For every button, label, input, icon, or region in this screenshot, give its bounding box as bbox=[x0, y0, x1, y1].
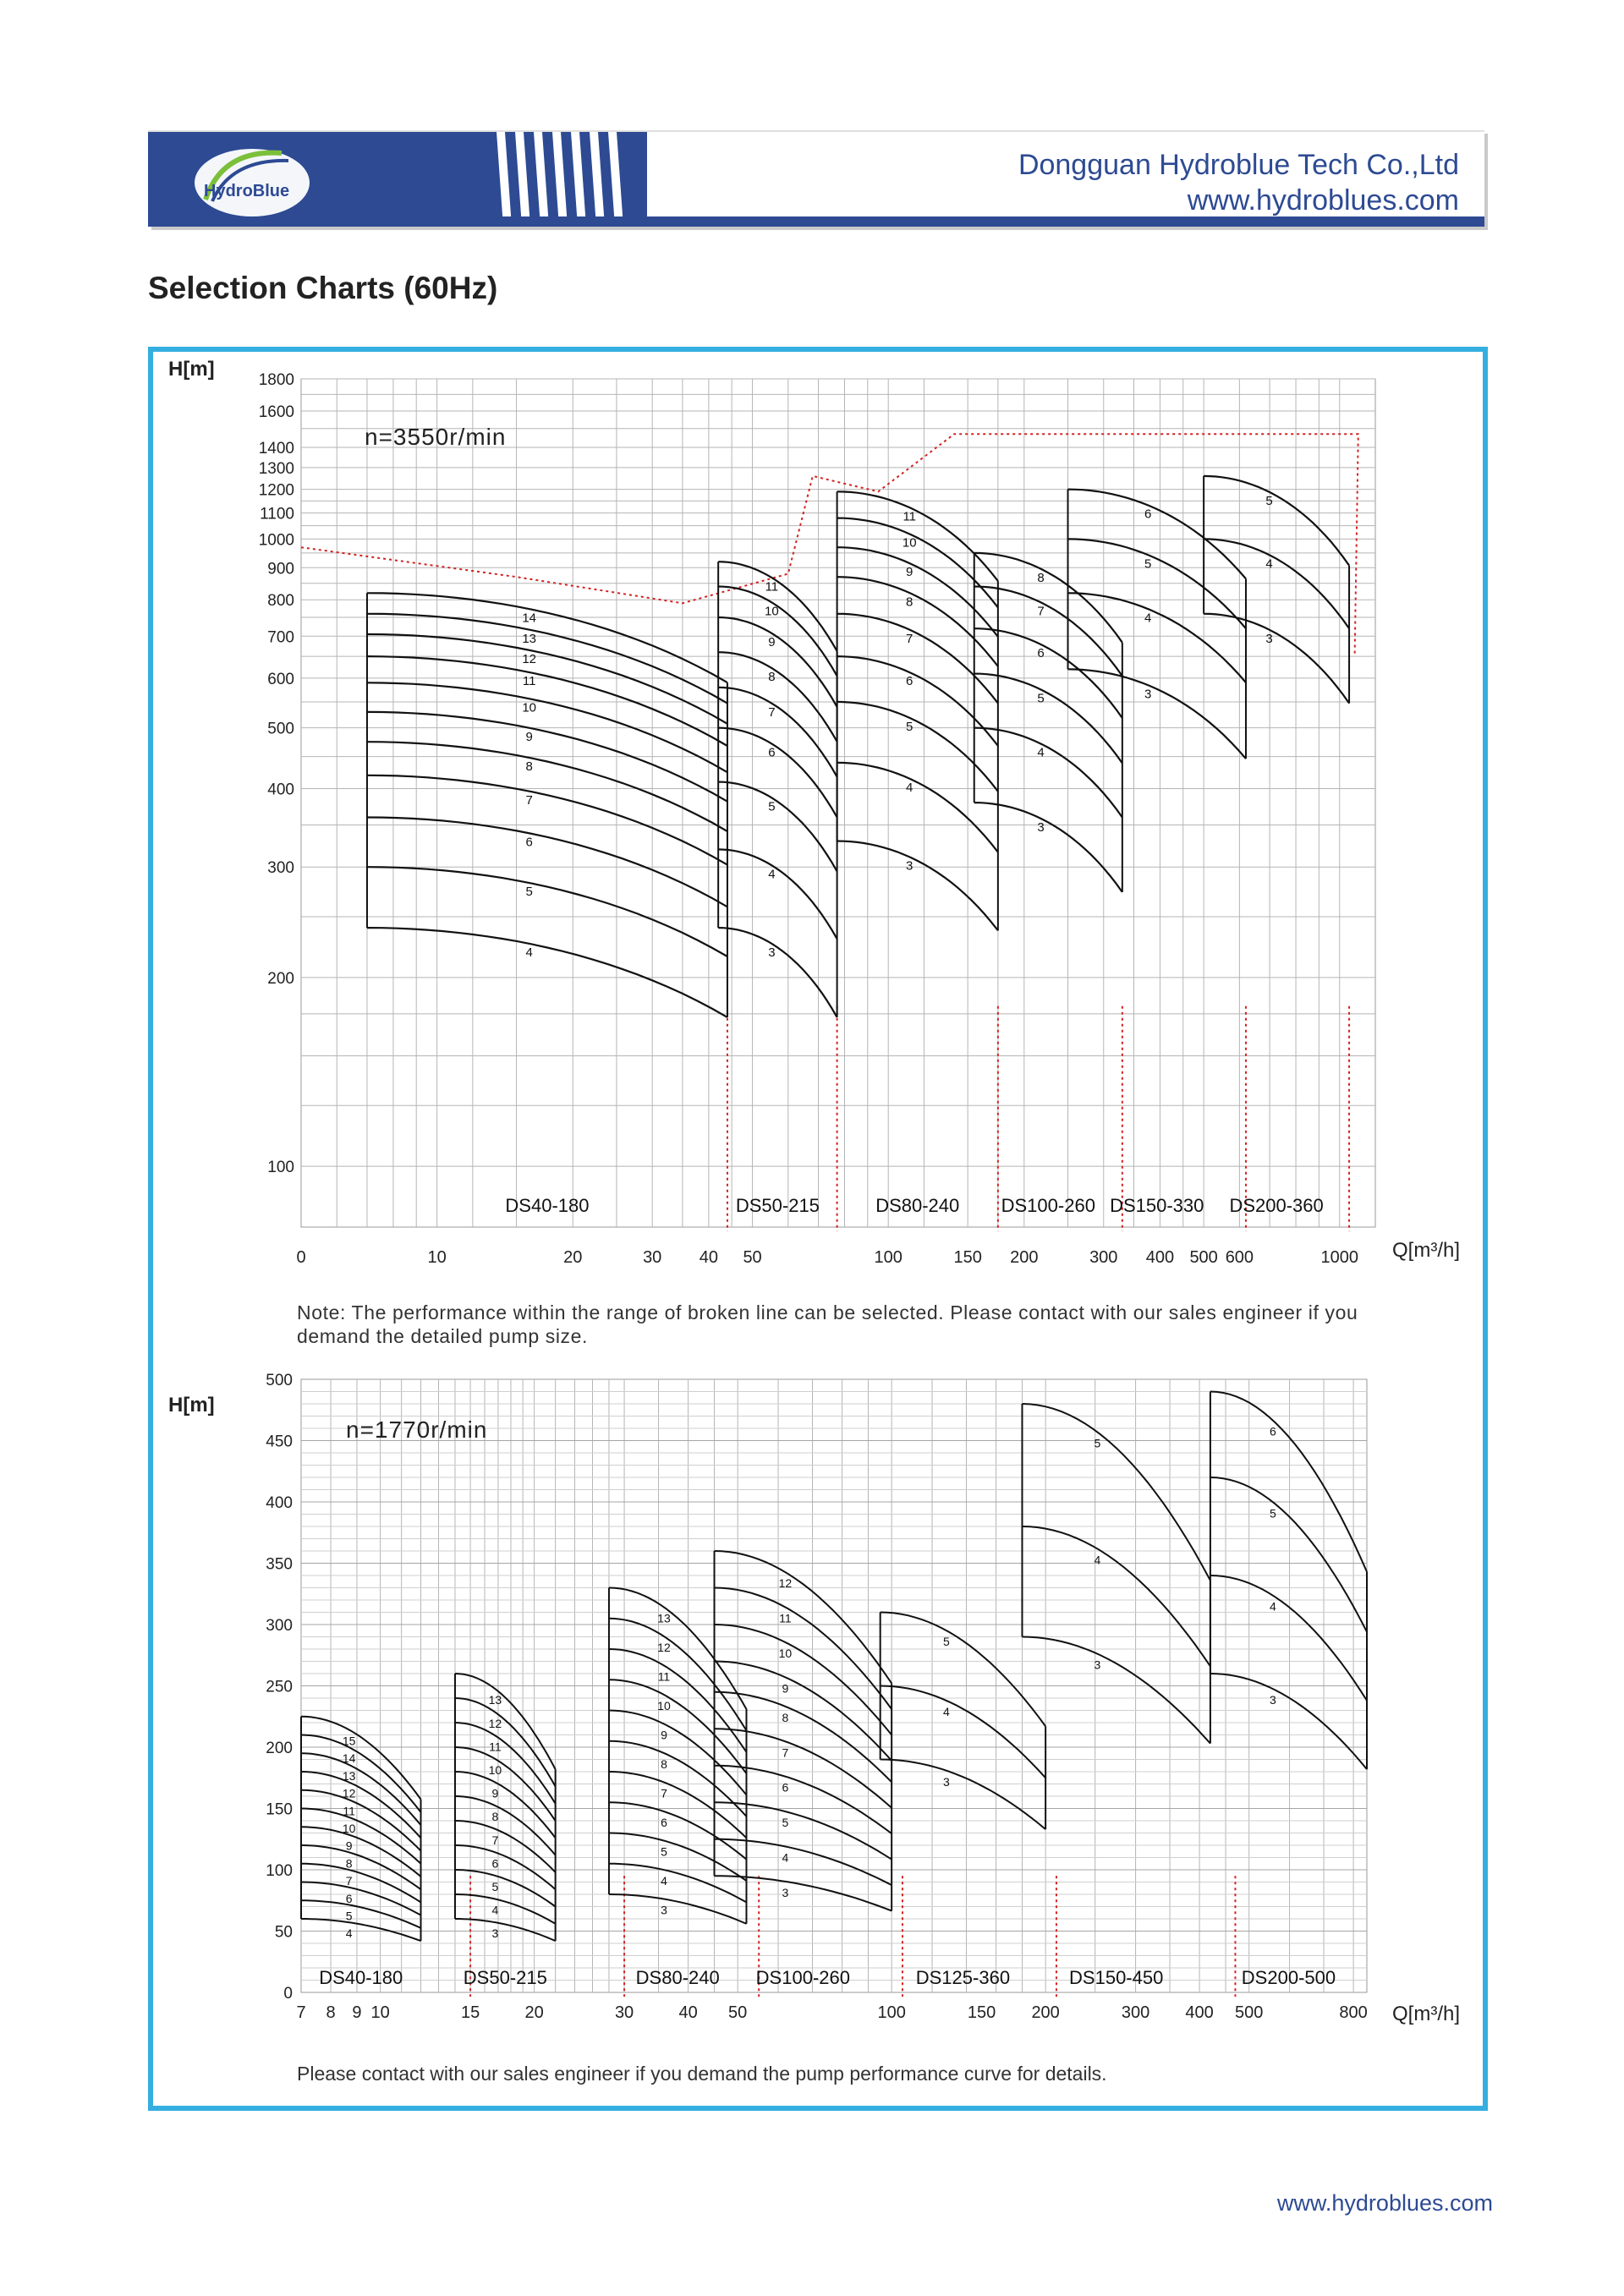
x-tick-label: 1000 bbox=[1320, 1248, 1359, 1267]
pump-family-DS150-450 bbox=[1022, 1404, 1210, 1744]
stage-label: 4 bbox=[1144, 611, 1152, 626]
y-tick-label: 200 bbox=[267, 969, 294, 988]
x-tick-label: 150 bbox=[953, 1248, 982, 1267]
stage-label: 11 bbox=[343, 1804, 355, 1818]
curve-stage-11 bbox=[715, 1588, 892, 1710]
stage-label: 4 bbox=[525, 945, 533, 961]
model-label-DS150-450: DS150-450 bbox=[1069, 1967, 1164, 1988]
axes bbox=[266, 1372, 1367, 2022]
x-tick-label: 300 bbox=[1089, 1248, 1118, 1267]
curve-stage-3 bbox=[718, 928, 837, 1017]
y-tick-label: 0 bbox=[283, 1985, 293, 2003]
chart-3550rpm bbox=[153, 352, 1483, 1367]
stage-label: 6 bbox=[661, 1816, 667, 1830]
y-tick-label: 600 bbox=[267, 670, 294, 688]
stage-label: 4 bbox=[1270, 1599, 1276, 1614]
y-tick-label: 700 bbox=[267, 628, 294, 647]
y-tick-label: 100 bbox=[266, 1862, 293, 1880]
y-axis-label: H[m] bbox=[168, 358, 215, 381]
pump-family-DS200-500 bbox=[1210, 1392, 1367, 1770]
stage-label: 4 bbox=[906, 780, 914, 795]
x-tick-label: 800 bbox=[1339, 2003, 1368, 2022]
y-tick-label: 350 bbox=[266, 1555, 293, 1574]
stage-label: 9 bbox=[782, 1681, 789, 1696]
stage-label: 6 bbox=[1037, 646, 1045, 661]
stage-label: 15 bbox=[342, 1734, 356, 1748]
y-tick-label: 1400 bbox=[258, 439, 294, 458]
stage-label: 3 bbox=[1265, 631, 1273, 646]
curve-stage-6 bbox=[1068, 490, 1247, 579]
speed-label: n=3550r/min bbox=[365, 424, 507, 450]
y-tick-label: 1600 bbox=[258, 403, 294, 421]
curve-stage-8 bbox=[367, 742, 727, 831]
curve-stage-10 bbox=[715, 1625, 892, 1735]
stage-label: 7 bbox=[782, 1745, 789, 1760]
curve-stage-15 bbox=[301, 1717, 421, 1800]
stage-label: 12 bbox=[778, 1576, 793, 1591]
stage-label: 13 bbox=[522, 631, 537, 646]
x-tick-label: 300 bbox=[1121, 2003, 1150, 2022]
y-axis-label: H[m] bbox=[168, 1394, 215, 1417]
stage-label: 6 bbox=[1144, 507, 1152, 522]
x-tick-label: 100 bbox=[877, 2003, 906, 2022]
curve-stage-7 bbox=[718, 688, 837, 777]
stage-label: 6 bbox=[768, 745, 776, 760]
company-website[interactable]: www.hydroblues.com bbox=[1187, 184, 1459, 216]
curve-stage-3 bbox=[974, 803, 1122, 892]
stage-label: 4 bbox=[1094, 1553, 1101, 1567]
stage-label: 4 bbox=[782, 1850, 789, 1865]
stage-label: 3 bbox=[906, 858, 914, 874]
stage-label: 5 bbox=[782, 1816, 789, 1830]
y-tick-label: 400 bbox=[267, 781, 294, 799]
stage-label: 3 bbox=[768, 945, 776, 961]
stage-label: 3 bbox=[661, 1903, 667, 1917]
stage-label: 9 bbox=[345, 1838, 353, 1853]
stage-label: 10 bbox=[778, 1646, 793, 1660]
stage-label: 5 bbox=[1265, 493, 1273, 508]
y-tick-label: 250 bbox=[266, 1678, 293, 1696]
header-banner bbox=[148, 130, 1484, 227]
stage-label: 9 bbox=[491, 1786, 499, 1800]
stage-label: 3 bbox=[491, 1926, 499, 1941]
curve-stage-6 bbox=[715, 1766, 892, 1833]
stage-label: 8 bbox=[768, 670, 776, 685]
curve-stage-14 bbox=[367, 593, 727, 682]
x-tick-label: 50 bbox=[728, 2003, 748, 2022]
y-tick-label: 500 bbox=[267, 720, 294, 738]
stage-label: 9 bbox=[906, 565, 914, 580]
speed-label: n=1770r/min bbox=[346, 1417, 488, 1443]
stage-label: 11 bbox=[903, 509, 917, 524]
stage-label: 4 bbox=[661, 1874, 667, 1888]
pump-family-DS40-180 bbox=[301, 1717, 421, 1941]
x-tick-label: 40 bbox=[678, 2003, 698, 2022]
curve-stage-3 bbox=[715, 1876, 892, 1910]
stage-label: 10 bbox=[522, 700, 537, 715]
company-block bbox=[1018, 147, 1459, 218]
x-tick-label: 15 bbox=[460, 2003, 480, 2022]
stage-label: 7 bbox=[525, 792, 533, 808]
stage-label: 6 bbox=[525, 835, 533, 850]
x-tick-label: 20 bbox=[524, 2003, 544, 2022]
x-tick-label: 500 bbox=[1235, 2003, 1264, 2022]
curve-stage-6 bbox=[974, 628, 1122, 718]
stage-label: 8 bbox=[782, 1710, 789, 1724]
stage-label: 6 bbox=[782, 1780, 789, 1795]
y-tick-label: 1100 bbox=[260, 505, 294, 523]
curve-stage-4 bbox=[1068, 593, 1247, 682]
x-tick-label: 150 bbox=[967, 2003, 996, 2022]
curve-stage-4 bbox=[301, 1919, 421, 1941]
stage-label: 10 bbox=[342, 1821, 356, 1835]
model-label-DS40-180: DS40-180 bbox=[505, 1195, 590, 1216]
y-tick-label: 150 bbox=[266, 1800, 293, 1819]
x-tick-label: 30 bbox=[643, 1248, 662, 1267]
y-tick-label: 300 bbox=[266, 1617, 293, 1635]
x-tick-label: 600 bbox=[1225, 1248, 1254, 1267]
stage-label: 9 bbox=[525, 729, 533, 744]
grid bbox=[301, 1379, 1367, 1992]
x-tick-label: 40 bbox=[699, 1248, 718, 1267]
stage-label: 11 bbox=[657, 1669, 671, 1684]
x-axis-label: Q[m³/h] bbox=[1392, 1239, 1461, 1262]
footer-website[interactable]: www.hydroblues.com bbox=[1276, 2190, 1493, 2216]
stage-label: 13 bbox=[488, 1693, 502, 1707]
x-tick-label: 500 bbox=[1189, 1248, 1218, 1267]
stage-label: 4 bbox=[491, 1903, 499, 1917]
x-tick-label: 7 bbox=[296, 2003, 306, 2022]
stage-label: 13 bbox=[342, 1768, 356, 1783]
x-tick-label: 10 bbox=[370, 2003, 390, 2022]
stage-label: 5 bbox=[1037, 691, 1045, 706]
stage-label: 5 bbox=[525, 885, 533, 900]
pump-curves bbox=[301, 1392, 1367, 1942]
model-label-DS125-360: DS125-360 bbox=[915, 1967, 1011, 1988]
model-label-DS100-260: DS100-260 bbox=[1001, 1195, 1095, 1216]
stage-label: 7 bbox=[768, 704, 776, 720]
stage-label: 5 bbox=[345, 1909, 353, 1923]
stage-label: 6 bbox=[491, 1856, 499, 1871]
x-tick-label: 400 bbox=[1185, 2003, 1214, 2022]
curve-stage-6 bbox=[718, 728, 837, 818]
y-tick-label: 300 bbox=[267, 859, 294, 878]
stage-label: 5 bbox=[661, 1844, 667, 1859]
page-title: Selection Charts (60Hz) bbox=[148, 271, 498, 305]
stage-label: 5 bbox=[491, 1880, 499, 1894]
stage-label: 10 bbox=[488, 1762, 502, 1777]
stage-label: 9 bbox=[661, 1728, 667, 1742]
stage-label: 3 bbox=[1037, 820, 1045, 836]
model-label-DS80-240: DS80-240 bbox=[875, 1195, 960, 1216]
stage-label: 6 bbox=[1270, 1424, 1276, 1438]
chart-1770rpm bbox=[153, 1362, 1483, 2107]
model-label-DS50-215: DS50-215 bbox=[735, 1195, 820, 1216]
stage-label: 5 bbox=[906, 719, 914, 734]
stage-label: 4 bbox=[942, 1704, 950, 1718]
x-tick-label: 30 bbox=[614, 2003, 634, 2022]
stage-label: 7 bbox=[1037, 604, 1045, 619]
model-label-DS100-260: DS100-260 bbox=[755, 1967, 850, 1988]
y-tick-label: 1800 bbox=[258, 371, 294, 389]
chart-note: Note: The performance within the range of broken line can be selected. Please contact with our sales engineer if you demand the detailed pump size. bbox=[297, 1301, 1358, 1347]
model-label-DS50-215: DS50-215 bbox=[463, 1967, 547, 1988]
stage-label: 10 bbox=[657, 1699, 671, 1713]
pump-family-DS100-260 bbox=[715, 1551, 892, 1911]
stage-label: 12 bbox=[522, 652, 537, 667]
pump-family-DS50-215 bbox=[718, 562, 837, 1017]
stage-label: 5 bbox=[768, 799, 776, 814]
plot-border bbox=[301, 379, 1375, 1227]
stage-label: 4 bbox=[345, 1926, 353, 1941]
curve-stage-7 bbox=[609, 1772, 747, 1838]
x-tick-label: 400 bbox=[1145, 1248, 1175, 1267]
y-tick-label: 450 bbox=[266, 1433, 293, 1451]
curve-stage-4 bbox=[367, 928, 727, 1017]
stage-label: 3 bbox=[942, 1774, 950, 1789]
selection-limit-dashed bbox=[301, 434, 1358, 1231]
curve-stage-3 bbox=[1068, 669, 1247, 759]
x-tick-label: 8 bbox=[326, 2003, 336, 2022]
stage-label: 3 bbox=[1270, 1693, 1276, 1707]
curve-stage-9 bbox=[718, 617, 837, 707]
header-blue-panel bbox=[148, 132, 647, 227]
curve-stage-8 bbox=[609, 1741, 747, 1817]
curve-stage-6 bbox=[367, 818, 727, 907]
pump-family-DS125-360 bbox=[881, 1613, 1045, 1830]
stage-label: 11 bbox=[765, 579, 779, 595]
stage-label: 3 bbox=[782, 1885, 789, 1899]
x-tick-label: 50 bbox=[743, 1248, 762, 1267]
stage-label: 7 bbox=[661, 1786, 667, 1800]
stage-label: 8 bbox=[1037, 570, 1045, 585]
stage-label: 13 bbox=[657, 1611, 671, 1625]
y-tick-label: 100 bbox=[267, 1159, 294, 1177]
stage-label: 14 bbox=[522, 611, 537, 626]
x-tick-label: 200 bbox=[1010, 1248, 1039, 1267]
x-tick-label: 0 bbox=[296, 1248, 306, 1267]
model-label-DS40-180: DS40-180 bbox=[319, 1967, 403, 1988]
curve-stage-3 bbox=[1210, 1674, 1367, 1769]
y-tick-label: 1000 bbox=[258, 531, 294, 550]
x-tick-label: 10 bbox=[427, 1248, 447, 1267]
model-label-DS150-330: DS150-330 bbox=[1110, 1195, 1204, 1216]
stage-label: 7 bbox=[491, 1833, 499, 1847]
stage-label: 5 bbox=[1270, 1506, 1276, 1521]
stage-label: 11 bbox=[489, 1740, 502, 1754]
curve-stage-3 bbox=[609, 1894, 747, 1924]
stage-label: 8 bbox=[345, 1856, 353, 1871]
stage-label: 10 bbox=[765, 604, 779, 619]
y-tick-label: 1200 bbox=[258, 481, 294, 500]
y-tick-label: 900 bbox=[267, 560, 294, 578]
stage-label: 4 bbox=[768, 867, 776, 882]
curve-stage-5 bbox=[974, 674, 1122, 764]
stage-label: 8 bbox=[491, 1810, 499, 1824]
x-tick-label: 9 bbox=[352, 2003, 362, 2022]
stage-label: 12 bbox=[657, 1641, 671, 1655]
charts-frame bbox=[148, 347, 1488, 2111]
hydroblue-logo bbox=[189, 140, 315, 221]
y-tick-label: 400 bbox=[266, 1494, 293, 1512]
company-name: Dongguan Hydroblue Tech Co.,Ltd bbox=[1018, 149, 1459, 181]
pump-family-DS200-360 bbox=[1204, 476, 1349, 704]
stage-label: 11 bbox=[779, 1611, 792, 1625]
stage-label: 12 bbox=[488, 1716, 502, 1730]
stage-label: 11 bbox=[522, 674, 536, 689]
y-tick-label: 200 bbox=[266, 1740, 293, 1757]
curve-stage-13 bbox=[609, 1588, 747, 1713]
stage-label: 7 bbox=[345, 1874, 353, 1888]
curve-stage-6 bbox=[301, 1882, 421, 1915]
y-tick-label: 1300 bbox=[258, 459, 294, 478]
chart-note: Please contact with our sales engineer if you demand the pump performance curve for details. bbox=[297, 2063, 1107, 2085]
logo-text: HydroBlue bbox=[204, 182, 290, 200]
curve-stage-6 bbox=[609, 1802, 747, 1859]
x-axis-label: Q[m³/h] bbox=[1392, 2003, 1461, 2025]
stage-label: 5 bbox=[1094, 1436, 1101, 1450]
curve-stage-3 bbox=[1204, 614, 1349, 704]
stage-label: 4 bbox=[1265, 556, 1273, 572]
stage-label: 8 bbox=[525, 759, 533, 775]
pump-curves bbox=[367, 476, 1349, 1017]
stage-label: 7 bbox=[906, 631, 914, 646]
y-tick-label: 800 bbox=[267, 592, 294, 611]
curve-stage-5 bbox=[1023, 1404, 1210, 1581]
y-tick-label: 50 bbox=[274, 1923, 293, 1942]
stage-label: 8 bbox=[661, 1757, 667, 1772]
curve-stage-4 bbox=[715, 1839, 892, 1885]
stage-label: 3 bbox=[1144, 687, 1152, 702]
model-label-DS200-500: DS200-500 bbox=[1241, 1967, 1336, 1988]
stage-label: 8 bbox=[906, 595, 914, 610]
x-tick-label: 100 bbox=[874, 1248, 903, 1267]
header-stripes bbox=[497, 132, 640, 227]
pump-family-DS80-240 bbox=[609, 1588, 747, 1924]
curve-stage-3 bbox=[881, 1760, 1045, 1830]
curve-stage-5 bbox=[718, 782, 837, 872]
curve-stage-4 bbox=[1023, 1526, 1210, 1666]
curve-stage-4 bbox=[1210, 1575, 1367, 1701]
curve-stage-5 bbox=[1210, 1477, 1367, 1632]
stage-label: 9 bbox=[768, 635, 776, 650]
x-tick-label: 20 bbox=[563, 1248, 583, 1267]
curve-stage-4 bbox=[718, 849, 837, 939]
stage-label: 10 bbox=[902, 535, 917, 551]
model-label-DS200-360: DS200-360 bbox=[1229, 1195, 1324, 1216]
stage-label: 12 bbox=[342, 1786, 356, 1800]
curve-stage-5 bbox=[367, 867, 727, 956]
stage-label: 14 bbox=[342, 1751, 356, 1766]
stage-label: 5 bbox=[942, 1635, 950, 1649]
curve-stage-8 bbox=[974, 553, 1122, 643]
stage-label: 6 bbox=[906, 674, 914, 689]
grid bbox=[301, 379, 1375, 1227]
y-tick-label: 500 bbox=[266, 1372, 293, 1389]
curve-stage-4 bbox=[881, 1686, 1045, 1778]
curve-stage-3 bbox=[1023, 1637, 1210, 1744]
stage-label: 3 bbox=[1094, 1658, 1101, 1672]
stage-label: 6 bbox=[345, 1891, 353, 1905]
stage-label: 5 bbox=[1144, 556, 1152, 572]
pump-family-DS100-260 bbox=[974, 553, 1122, 892]
curve-stage-12 bbox=[367, 631, 727, 724]
model-label-DS80-240: DS80-240 bbox=[635, 1967, 720, 1988]
stage-label: 4 bbox=[1037, 745, 1045, 760]
x-tick-label: 200 bbox=[1031, 2003, 1060, 2022]
pump-family-DS150-330 bbox=[1068, 490, 1247, 759]
